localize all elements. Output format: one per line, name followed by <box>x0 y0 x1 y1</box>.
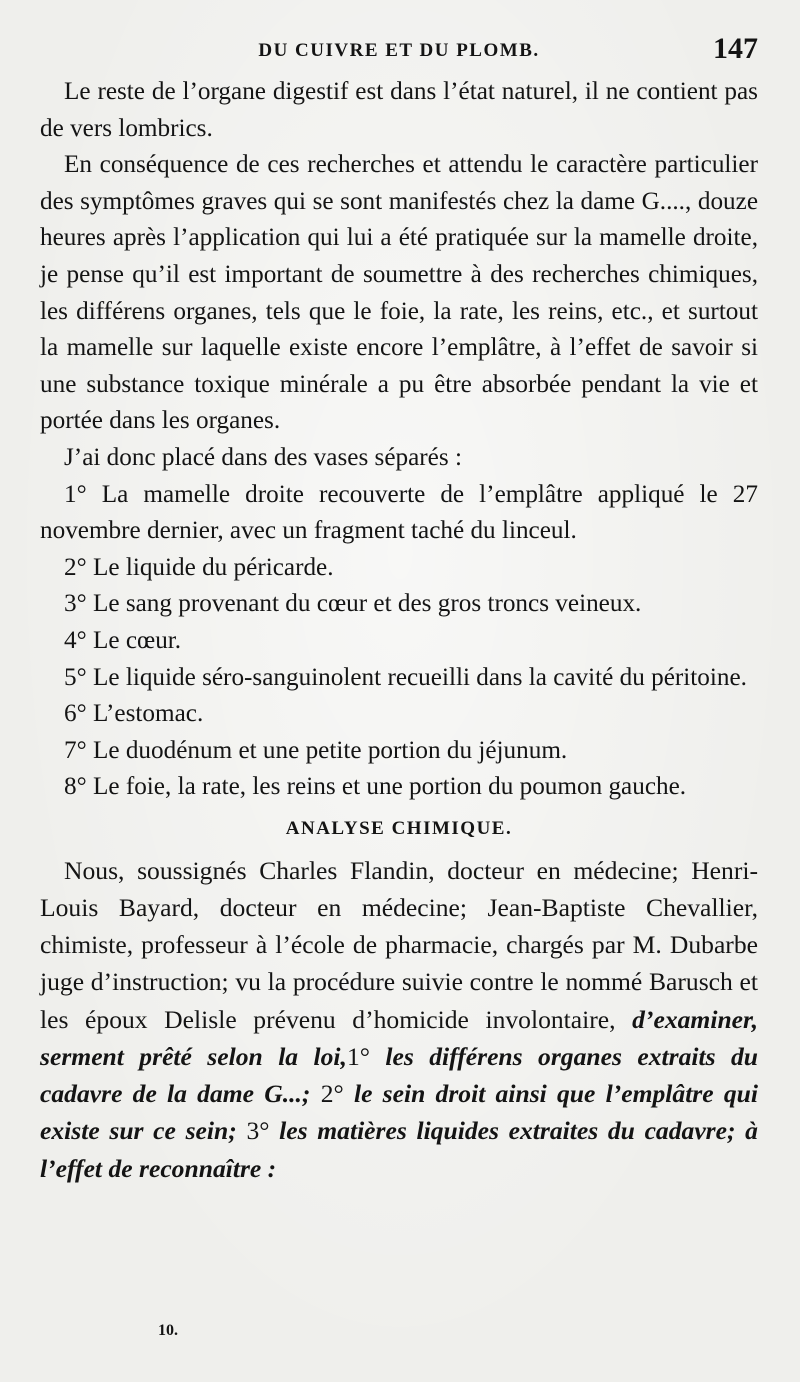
list-item: 2° Le liquide du péricarde. <box>64 553 334 581</box>
report-italic-text: d’examiner, serment prêté selon la loi, <box>40 1004 758 1071</box>
report-text: Nous, soussignés Charles Flandin, docteur en médecine; Henri-Louis Bayard, docteur en médecine; Jean-Baptiste Chevallier, chimiste, professeur à l’école de pharmacie, chargés par M. Dubarbe juge d’instruction; vu la procédure suivie contre le nommé Barusch et les époux Delisle prévenu d’homicide involontaire, <box>40 855 758 1034</box>
paragraph: Le reste de l’organe digestif est dans l’état naturel, il ne contient pas de vers lombrics. <box>40 78 758 142</box>
list-item: 3° Le sang provenant du cœur et des gros troncs veineux. <box>64 590 642 618</box>
report-text: 2° <box>320 1079 344 1109</box>
report-text: 1° <box>346 1041 370 1071</box>
report-italic-text: le sein droit ainsi que l’emplâtre qui existe sur ce sein; <box>40 1079 758 1146</box>
list-item: 4° Le cœur. <box>64 626 182 654</box>
section-title: ANALYSE CHIMIQUE. <box>285 817 513 839</box>
report-text: 3° <box>246 1116 270 1146</box>
report-italic-text: les différens organes extraits du cadavre de la dame G...; <box>40 1041 759 1109</box>
list-item: 8° Le foie, la rate, les reins et une portion du poumon gauche. <box>64 773 687 801</box>
report-block <box>40 852 758 1187</box>
list-item: 1° La mamelle droite recouverte de l’emplâtre appliqué le 27 novembre dernier, avec un fragment taché du linceul. <box>40 480 758 545</box>
running-head <box>40 28 758 68</box>
paragraph: En conséquence de ces recherches et attendu le caractère particulier des symptômes graves qui se sont manifestés chez la dame G...., douze heures après l’application qui lui a été pratiquée sur la mamelle droite, je pense qu’il est important de soumettre à des recherches chimiques, les différens organes, tels que le foie, la rate, les reins, etc., et surtout la mamelle sur laquelle existe encore l’emplâtre, à l’effet de savoir si une substance toxique minérale a pu être absorbée pendant la vie et portée dans les organes. <box>40 151 758 435</box>
list-item: 5° Le liquide séro-sanguinolent recueilli dans la cavité du péritoine. <box>64 663 747 691</box>
page-number: 147 <box>713 32 758 65</box>
list-item: 6° L’estomac. <box>64 700 204 728</box>
paragraph: J’ai donc placé dans des vases séparés : <box>64 443 462 471</box>
report-paragraph <box>40 852 758 1187</box>
page-body <box>40 74 758 1187</box>
running-title: DU CUIVRE ET DU PLOMB. <box>258 40 540 61</box>
report-italic-text: les matières liquides extraites du cadavre; à l’effet de reconnaître : <box>40 1116 758 1183</box>
list-item: 7° Le duodénum et une petite portion du jéjunum. <box>64 736 568 764</box>
signature-mark: 10. <box>158 1322 178 1339</box>
